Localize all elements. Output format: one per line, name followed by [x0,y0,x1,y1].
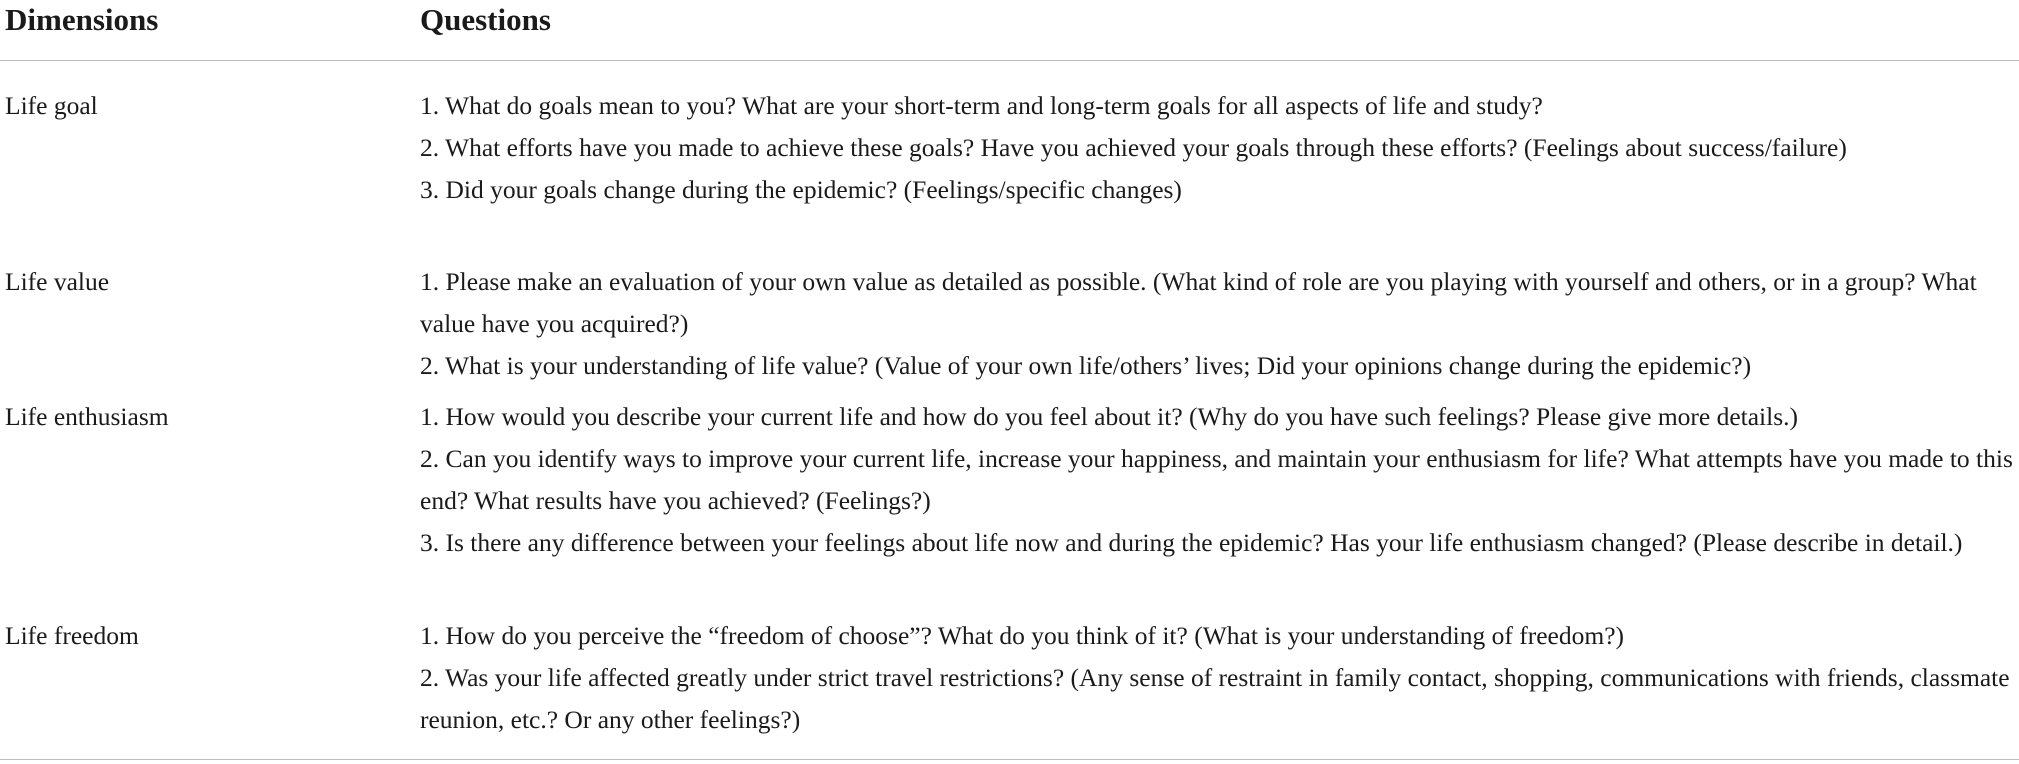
question-item: 3. Did your goals change during the epidemic? (Feelings/specific changes) [420,175,1182,204]
question-item: 2. Can you identify ways to improve your current life, increase your happiness, and maintain your enthusiasm for life? What attempts have you made to this end? What results have you achieved? (Feelings?) [420,444,2013,515]
questions-cell [420,396,2015,564]
question-item: 1. How do you perceive the “freedom of choose”? What do you think of it? (What is your understanding of freedom?) [420,621,1625,650]
dimension-cell: Life goal [5,91,98,120]
questions-cell [420,261,2015,387]
dimension-cell: Life freedom [5,621,139,650]
question-item: 3. Is there any difference between your feelings about life now and during the epidemic? Has your life enthusiasm changed? (Please describe in detail.) [420,528,1963,557]
questions-cell [420,85,2015,211]
question-item: 2. What is your understanding of life value? (Value of your own life/others’ lives; Did your opinions change during the epidemic?) [420,351,1752,380]
question-item: 1. Please make an evaluation of your own value as detailed as possible. (What kind of role are you playing with yourself and others, or in a group? What value have you acquired?) [420,267,1977,338]
questions-cell [420,615,2015,741]
table-bottom-rule [0,759,2019,760]
dimension-cell: Life enthusiasm [5,402,169,431]
header-divider [0,60,2019,61]
question-item: 1. How would you describe your current life and how do you feel about it? (Why do you have such feelings? Please give more details.) [420,402,1799,431]
table-header-row [0,0,2019,60]
question-item: 1. What do goals mean to you? What are your short-term and long-term goals for all aspects of life and study? [420,91,1543,120]
header-dimensions: Dimensions [5,2,159,37]
question-item: 2. What efforts have you made to achieve these goals? Have you achieved your goals through these efforts? (Feelings about success/failure) [420,133,1847,162]
header-questions: Questions [420,2,551,37]
dimension-cell: Life value [5,267,110,296]
question-item: 2. Was your life affected greatly under strict travel restrictions? (Any sense of restraint in family contact, shopping, communications with friends, classmate reunion, etc.? Or any other feelings?) [420,663,2010,734]
